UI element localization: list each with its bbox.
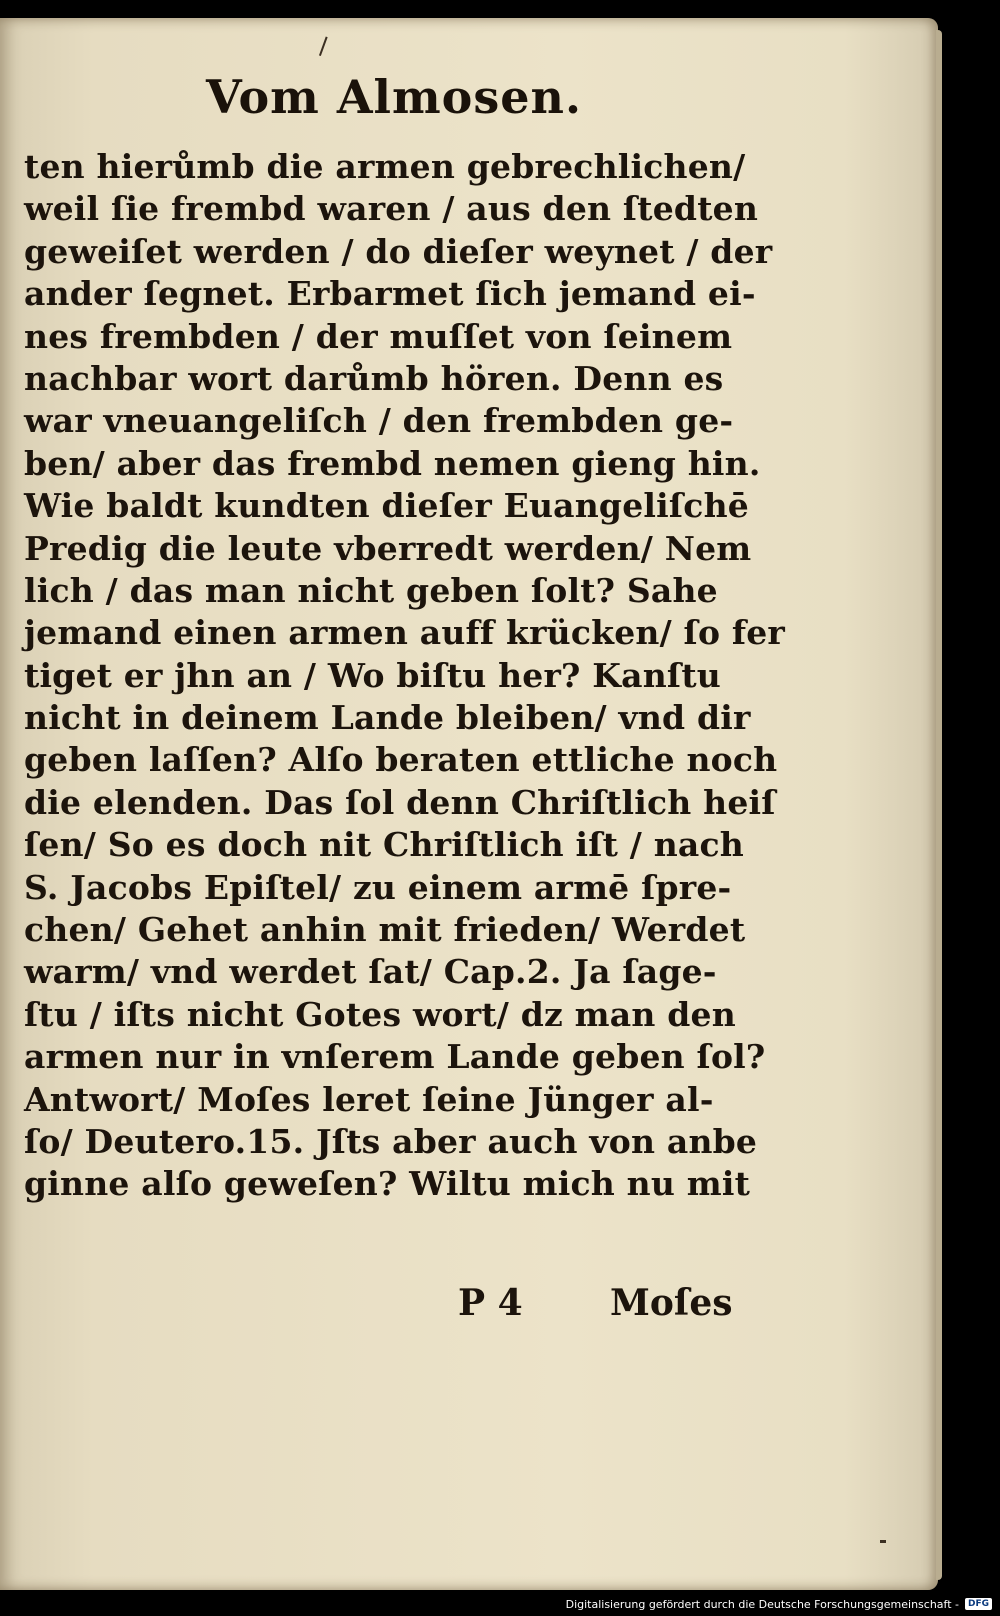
text-line: ſen/ So es doch nit Chriſtlich iſt / nach [24,825,744,865]
catchword-line [0,1282,760,1332]
text-line: ten hierůmb die armen gebrechlichen/ [24,147,746,186]
text-line: S. Jacobs Epiſtel/ zu einem armē ſpre- [24,867,732,907]
text-line: nes frembden / der muſſet von ſeinem [24,316,733,356]
page-edge [936,30,942,1580]
body-text [24,146,786,1206]
dfg-logo: DFG [965,1598,992,1610]
text-line: geweiſet werden / do dieſer weynet / der [24,231,773,271]
book-page [0,18,938,1590]
text-line: chen/ Gehet anhin mit frieden/ Werdet [24,910,746,950]
text-line: ginne alſo geweſen? Wiltu mich nu mit [24,1164,751,1204]
text-line: nicht in deinem Lande bleiben/ vnd dir [24,698,751,738]
text-line: die elenden. Das ſol denn Chriſtlich heiſ [24,782,776,822]
text-line: geben laſſen? Alſo beraten ettliche noch [24,740,778,780]
ink-mark [880,1540,886,1543]
text-line: war vneuangeliſch / den frembden ge- [24,401,734,441]
text-line: jemand einen armen auff krücken/ ſo fer [24,613,786,653]
text-line: tiget er jhn an / Wo biſtu her? Kanſtu [24,655,721,695]
text-line: ben/ aber das frembd nemen gieng hin. [24,443,761,483]
ink-mark [319,37,337,60]
text-line: Antwort/ Moſes leret ſeine Jünger al- [24,1079,714,1119]
text-line: lich / das man nicht geben ſolt? Sahe [24,570,718,610]
text-line: ander ſegnet. Erbarmet ſich jemand ei- [24,274,756,314]
text-line: Predig die leute vberredt werden/ Nem [24,528,752,568]
text-line: Wie baldt kundten dieſer Euangeliſchē [24,486,749,526]
text-line: ſo/ Deutero.15. Jſts aber auch von anbe [24,1121,758,1161]
footer [566,1596,992,1612]
footer-text: Digitalisierung gefördert durch die Deutsche Forschungsgemeinschaft - [565,1597,959,1611]
page-header: Vom Almosen. [206,70,582,124]
text-line: warm/ vnd werdet ſat/ Cap.2. Ja ſage- [24,952,717,992]
text-line: ſtu / iſts nicht Gotes wort/ dz man den [24,994,736,1034]
text-line: armen nur in vnſerem Lande geben ſol? [24,1037,766,1077]
catchword: Moſes [610,1282,733,1324]
text-line: nachbar wort darůmb hören. Denn es [24,358,724,398]
text-line: weil ſie frembd waren / aus den ſtedten [24,189,759,229]
signature-mark: P 4 [458,1282,523,1324]
